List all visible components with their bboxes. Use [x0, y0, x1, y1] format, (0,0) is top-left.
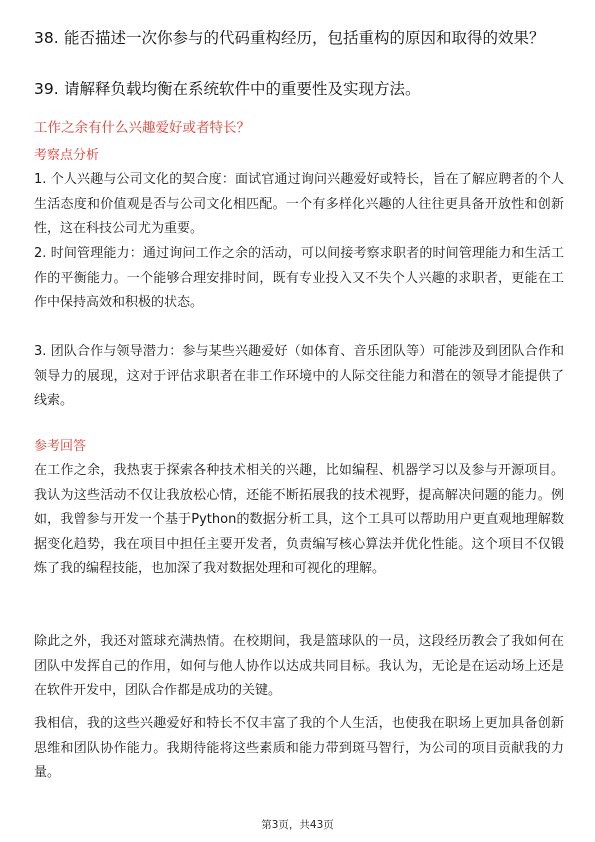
analysis-item-1: 1. 个人兴趣与公司文化的契合度：面试官通过询问兴趣爱好或特长，旨在了解应聘者的个人生活态度和价值观是否与公司文化相匹配。一个有多样化兴趣的人往往更具备开放性和创新性，这在科技公司尤为重要。	[34, 172, 564, 236]
page-footer: 第3页，共43页	[261, 819, 334, 831]
question-number: 38.	[34, 29, 59, 47]
analysis-title: 考察点分析	[34, 148, 100, 163]
analysis-item-3: 3. 团队合作与领导潜力：参与某些兴趣爱好（如体育、音乐团队等）可能涉及到团队合作和领导力的展现，这对于评估求职者在非工作环境中的人际交往能力和潜在的领导才能提供了线索。	[34, 344, 564, 408]
answer-paragraph-3: 我相信，我的这些兴趣爱好和特长不仅丰富了我的个人生活，也使我在职场上更加具备创新思维和团队协作能力。我期待能将这些素质和能力带到斑马智行，为公司的项目贡献我的力量。	[34, 716, 564, 780]
question-number: 39.	[34, 80, 59, 98]
question-39	[34, 78, 564, 100]
question-text: 能否描述一次你参与的代码重构经历，包括重构的原因和取得的效果？	[64, 29, 545, 47]
question-38	[34, 27, 564, 49]
answer-paragraph-2: 除此之外，我还对篮球充满热情。在校期间，我是篮球队的一员，这段经历教会了我如何在团队中发挥自己的作用，如何与他人协作以达成共同目标。我认为，无论是在运动场上还是在软件开发中，团队合作都是成功的关键。	[34, 634, 564, 698]
answer-title: 参考回答	[34, 439, 87, 454]
question-text: 请解释负载均衡在系统软件中的重要性及实现方法。	[64, 80, 421, 98]
answer-paragraph-1: 在工作之余，我热衷于探索各种技术相关的兴趣，比如编程、机器学习以及参与开源项目。我认为这些活动不仅让我放松心情，还能不断拓展我的技术视野，提高解决问题的能力。例如，我曾参与开发一个基于Python的数据分析工具，这个工具可以帮助用户更直观地理解数据变化趋势，我在项目中担任主要开发者，负责编写核心算法并优化性能。这个项目不仅锻炼了我的编程技能，也加深了我对数据处理和可视化的理解。	[34, 463, 564, 576]
section-title: 工作之余有什么兴趣爱好或者特长？	[34, 120, 250, 136]
analysis-item-2: 2. 时间管理能力：通过询问工作之余的活动，可以间接考察求职者的时间管理能力和生活工作的平衡能力。一个能够合理安排时间，既有专业投入又不失个人兴趣的求职者，更能在工作中保持高效和积极的状态。	[34, 246, 564, 310]
